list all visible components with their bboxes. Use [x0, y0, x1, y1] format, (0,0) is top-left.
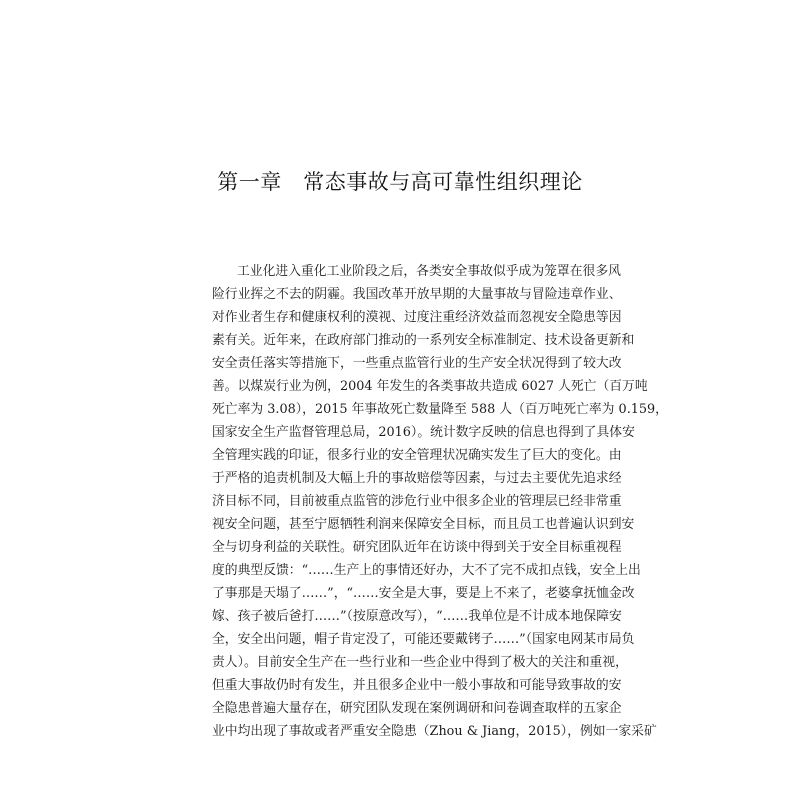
- text-line: 责人）。目前安全生产在一些行业和一些企业中得到了极大的关注和重视，: [212, 655, 628, 670]
- text-line: 安全责任落实等措施下，一些重点监管行业的生产安全状况得到了较大改: [212, 356, 622, 371]
- text-line: 素有关。近年来，在政府部门推动的一系列安全标准制定、技术设备更新和: [212, 333, 635, 348]
- text-line: 视安全问题，甚至宁愿牺牲利润来保障安全目标，而且员工也普遍认识到安: [212, 517, 635, 532]
- text-line: 但重大事故仍时有发生，并且很多企业中一般小事故和可能导致事故的安: [212, 678, 622, 693]
- text-line: 险行业挥之不去的阴霾。我国改革开放早期的大量事故与冒险违章作业、: [212, 287, 622, 302]
- text-line: 济目标不同，目前被重点监管的涉危行业中很多企业的管理层已经非常重: [212, 494, 622, 509]
- text-line: 了事那是天塌了……”，“……安全是大事，要是上不来了，老婆拿抚恤金改: [212, 586, 635, 601]
- chapter-title: 第一章 常态事故与高可靠性组织理论: [217, 170, 583, 194]
- text-line: 全，安全出问题，帽子肯定没了，可能还要戴铐子……”（国家电网某市局负: [212, 632, 635, 647]
- text-line: 死亡率为 3.08），2015 年事故死亡数量降至 588 人（百万吨死亡率为 0.159，: [212, 402, 668, 417]
- text-line: 业中均出现了事故或者严重安全隐患（Zhou & Jiang，2015），例如一家采矿: [212, 724, 657, 739]
- text-line: 全管理实践的印证，很多行业的安全管理状况确实发生了巨大的变化。由: [212, 448, 622, 463]
- text-line: 善。以煤炭行业为例，2004 年发生的各类事故共造成 6027 人死亡（百万吨: [212, 379, 648, 394]
- body-paragraph: [212, 260, 668, 743]
- text-line: 全隐患普遍大量存在，研究团队发现在案例调研和问卷调查取样的五家企: [212, 701, 622, 716]
- text-line: 全与切身利益的关联性。研究团队近年在访谈中得到关于安全目标重视程: [212, 540, 622, 555]
- text-line: 于严格的追责机制及大幅上升的事故赔偿等因素，与过去主要优先追求经: [212, 471, 622, 486]
- text-line: 嫁、孩子被后爸打……”（按原意改写），“……我单位是不计成本地保障安: [212, 609, 622, 624]
- text-line: 对作业者生存和健康权利的漠视、过度注重经济效益而忽视安全隐患等因: [212, 310, 622, 325]
- text-line: 工业化进入重化工业阶段之后，各类安全事故似乎成为笼罩在很多风: [237, 264, 621, 279]
- text-line: 国家安全生产监督管理总局，2016）。统计数字反映的信息也得到了具体安: [212, 425, 635, 440]
- text-line: 度的典型反馈：“……生产上的事情还好办，大不了完不成扣点钱，安全上出: [212, 563, 641, 578]
